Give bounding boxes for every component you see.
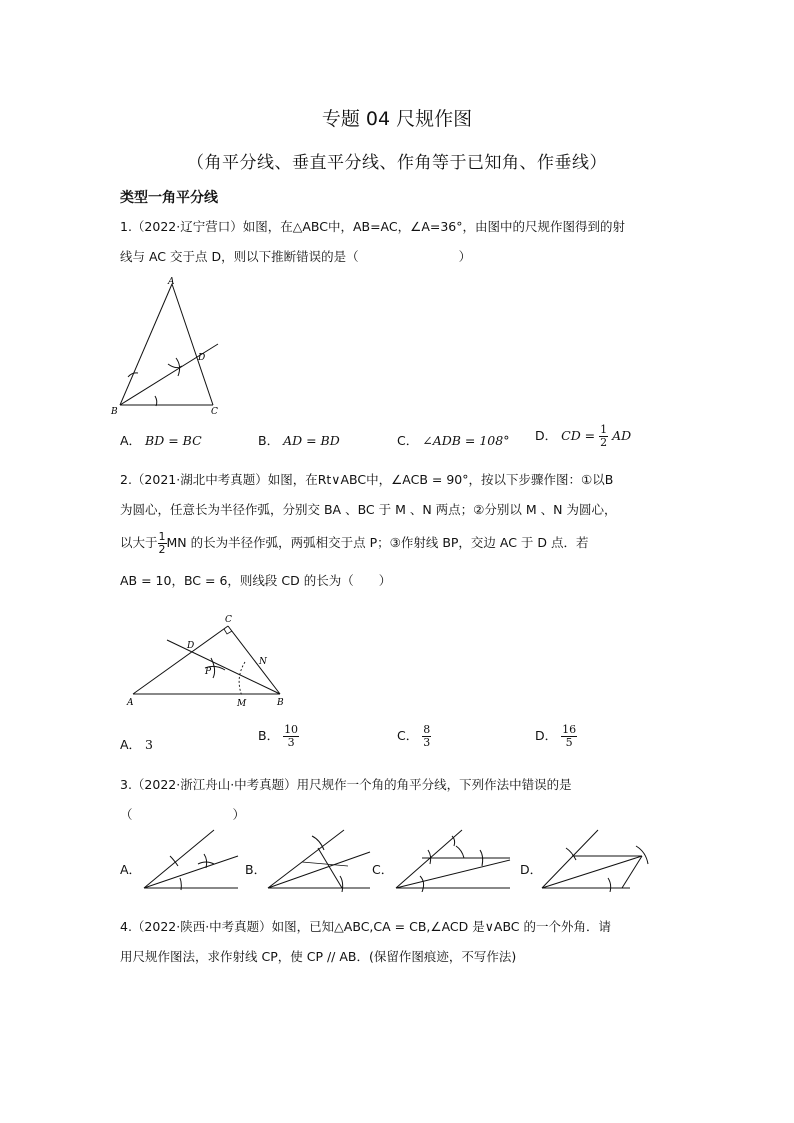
page-title: 专题 04 尺规作图 — [321, 108, 473, 130]
question-4-line-2: 用尺规作图法，求作射线 CP，使 CP // AB．(保留作图痕迹，不写作法) — [120, 949, 517, 964]
q3-option-c-figure — [392, 826, 514, 892]
question-2-figure — [125, 612, 295, 712]
q1-label-b: B — [111, 407, 118, 417]
q3-option-b-label: B． — [245, 862, 267, 877]
question-2-line-4: AB = 10，BC = 6，则线段 CD 的长为（ ） — [120, 573, 392, 588]
q3-option-b-figure — [264, 826, 374, 892]
q3-option-a-figure — [140, 826, 240, 892]
q1-label-d: D — [198, 353, 206, 363]
q1-label-c: C — [211, 407, 218, 417]
q2-label-a: A — [127, 698, 134, 708]
q2-label-n: N — [259, 657, 267, 667]
q2-option-b: B． $\frac{10}{3}$ — [258, 723, 299, 749]
question-2-line-3: 以大于 $\frac{1}{2}$ MN 的长为半径作弧，两弧相交于点 P；③作射线 BP，交边 AC 于 D 点．若 — [120, 530, 589, 556]
q1-option-c: C． ∠ADB = 108° — [397, 433, 510, 448]
q3-option-d-label: D． — [520, 862, 543, 877]
q2-option-d: D． $\frac{16}{5}$ — [535, 723, 577, 749]
q2-label-p: P — [205, 667, 212, 677]
q3-option-c-label: C． — [372, 862, 394, 877]
question-2-line-1: 2.（2021·湖北中考真题）如图，在Rt∨ABC中，∠ACB = 90°，按以下步骤作图：①以B — [120, 472, 614, 487]
q2-label-b: B — [277, 698, 284, 708]
question-2-line-2: 为圆心，任意长为半径作弧，分别交 BA 、BC 于 M 、N 两点；②分别以 M 、N 为圆心， — [120, 502, 617, 517]
page-subtitle: （角平分线、垂直平分线、作角等于已知角、作垂线） — [187, 153, 607, 173]
question-1-line-2: 线与 AC 交于点 D，则以下推断错误的是（ ） — [120, 249, 472, 264]
q3-option-d-figure — [538, 826, 662, 892]
q1-option-b: B． AD = BD — [258, 433, 340, 448]
question-3-line-2: （ ） — [120, 807, 246, 822]
q2-option-a: A． 3 — [120, 737, 153, 752]
q2-label-d: D — [187, 641, 195, 651]
section-heading: 类型一角平分线 — [120, 190, 218, 206]
q2-label-m: M — [237, 699, 247, 709]
q3-option-a-label: A． — [120, 862, 142, 877]
q1-option-a: A． BD = BC — [120, 433, 202, 448]
question-3-line-1: 3.（2022·浙江舟山·中考真题）用尺规作一个角的角平分线，下列作法中错误的是 — [120, 777, 572, 792]
q2-label-c: C — [225, 615, 232, 625]
q2-option-c: C． $\frac{8}{3}$ — [397, 723, 431, 749]
question-1-figure — [110, 272, 230, 422]
q1-label-a: A — [168, 277, 175, 287]
q1-option-d: D． CD = $\frac{1}{2}$ AD — [535, 423, 632, 449]
question-1-line-1: 1.（2022·辽宁营口）如图，在△ABC中，AB=AC，∠A=36°，由图中的尺规作图得到的射 — [120, 219, 626, 234]
question-4-line-1: 4.（2022·陕西·中考真题）如图，已知△ABC,CA = CB,∠ACD 是∨ABC 的一个外角．请 — [120, 919, 612, 934]
